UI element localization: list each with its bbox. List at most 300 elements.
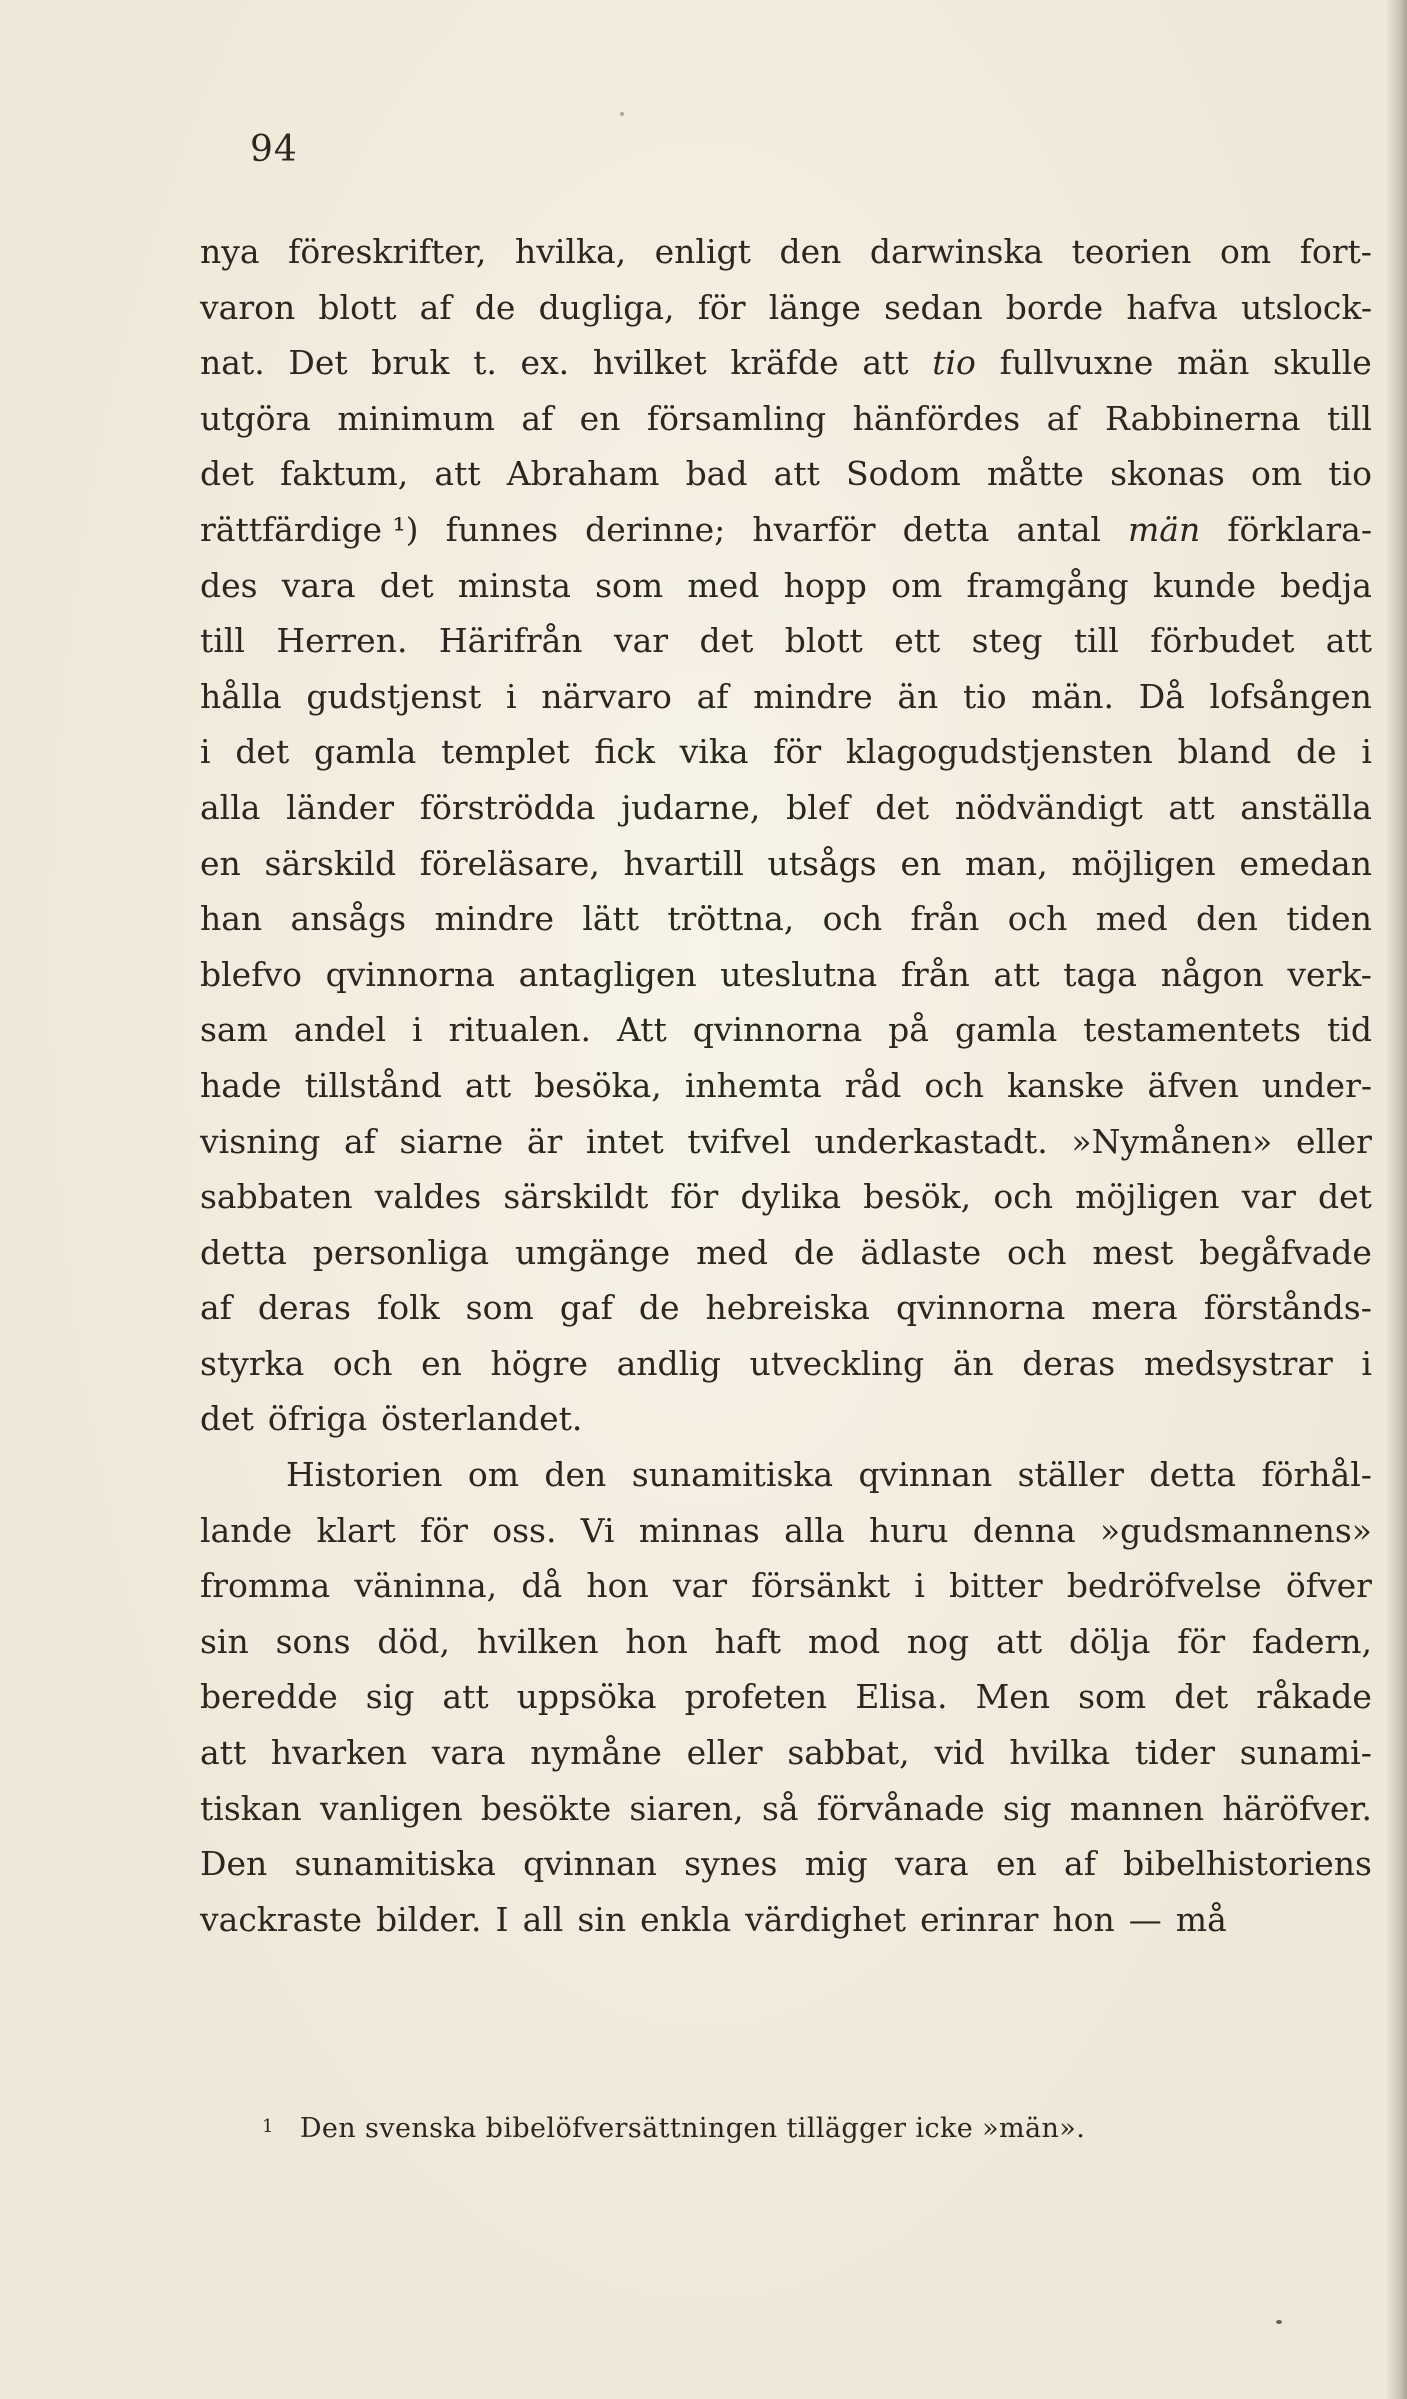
word: qvinnorna — [325, 954, 495, 994]
word: ädlaste — [860, 1232, 982, 1272]
word: »gudsmannens» — [1099, 1510, 1372, 1550]
word: framgång — [966, 565, 1129, 605]
word: intet — [585, 1121, 664, 1161]
word: all — [522, 1899, 564, 1939]
word: sunamitiska — [294, 1844, 496, 1884]
word: att — [993, 954, 1040, 994]
word: i — [1361, 732, 1372, 772]
word: mest — [1092, 1232, 1174, 1272]
word: den — [1195, 899, 1258, 939]
word: templet — [441, 732, 570, 772]
word: att — [1168, 787, 1215, 827]
text-line — [200, 558, 1372, 614]
word: tio — [1328, 454, 1372, 494]
text-line — [200, 1391, 1372, 1447]
word: judarne, — [621, 787, 761, 827]
word: af — [200, 1288, 232, 1328]
word: de — [793, 1232, 835, 1272]
word: eller — [686, 1733, 763, 1773]
word: profeten — [684, 1677, 828, 1717]
word: Historien — [286, 1455, 443, 1495]
word: varon — [200, 287, 296, 327]
word: funnes — [445, 509, 559, 549]
word: kunde — [1152, 565, 1257, 605]
word: de — [474, 287, 516, 327]
text-line — [200, 669, 1372, 725]
word: tillstånd — [304, 1065, 442, 1105]
footnote-text: Den svenska bibelöfversättningen tillägger icke »män». — [299, 2113, 1086, 2144]
word: vika — [679, 732, 749, 772]
word: föreläsare, — [419, 843, 600, 883]
word: af — [419, 287, 452, 327]
word: som — [465, 1288, 534, 1328]
word: föreskrifter, — [288, 232, 487, 271]
word: de — [1296, 732, 1337, 772]
word: den — [779, 232, 842, 271]
word: skonas — [1110, 454, 1225, 494]
word: sunami- — [1239, 1733, 1372, 1773]
word: hvarken — [270, 1733, 408, 1773]
word: faktum, — [280, 454, 409, 494]
word: hvartill — [623, 843, 744, 883]
word: nödvändigt — [954, 787, 1143, 827]
word: sons — [275, 1621, 351, 1661]
word: sin — [577, 1899, 627, 1939]
word: hänfördes — [852, 398, 1021, 438]
word: möjligen — [1071, 843, 1216, 883]
word: besöka, — [534, 1065, 662, 1105]
word: af — [1064, 1844, 1096, 1884]
word: gamla — [954, 1010, 1058, 1050]
word: I — [495, 1899, 509, 1939]
word: österlandet. — [381, 1399, 583, 1439]
text-line — [200, 1336, 1372, 1392]
word: i — [412, 1010, 423, 1050]
text-line — [200, 335, 1372, 391]
word: alla — [784, 1510, 845, 1550]
word: darwinska — [869, 232, 1044, 271]
word: Den — [200, 1844, 268, 1884]
word: — — [1128, 1899, 1162, 1939]
word: från — [910, 899, 980, 939]
word: qvinnan — [523, 1844, 657, 1884]
word: att — [862, 343, 909, 383]
word: deras — [1022, 1343, 1116, 1383]
word: till — [200, 621, 245, 661]
word: män — [1177, 343, 1250, 383]
word: sabbaten — [200, 1177, 353, 1217]
word: en — [900, 843, 942, 883]
word: ritualen. — [448, 1010, 591, 1050]
word: kanske — [1007, 1065, 1125, 1105]
word: tiden — [1286, 899, 1372, 939]
word: nymåne — [530, 1733, 662, 1773]
word: huru — [868, 1510, 949, 1550]
word: öfver — [1285, 1566, 1372, 1606]
word: eller — [1295, 1121, 1372, 1161]
word: Att — [616, 1010, 667, 1050]
word: klagogudstjensten — [845, 732, 1153, 772]
word: detta — [200, 1232, 287, 1272]
text-line — [200, 891, 1372, 947]
text-line — [200, 1280, 1372, 1336]
text-line — [200, 1002, 1372, 1058]
word: de — [638, 1288, 680, 1328]
word: af — [343, 1121, 376, 1161]
word: en — [995, 1844, 1037, 1884]
word: var — [613, 621, 669, 661]
word: bland — [1177, 732, 1272, 772]
word: andel — [293, 1010, 387, 1050]
word: denna — [972, 1510, 1076, 1550]
word: anställa — [1240, 787, 1372, 827]
word: vara — [894, 1844, 969, 1884]
word: nog — [906, 1621, 970, 1661]
word: förströdda — [419, 787, 596, 827]
word: hade — [200, 1065, 282, 1105]
word: verk- — [1287, 954, 1372, 994]
word: måtte — [986, 454, 1084, 494]
word: hvilka — [1009, 1733, 1111, 1773]
word: qvinnan — [858, 1455, 993, 1495]
word: för — [697, 287, 746, 327]
text-line — [200, 1614, 1372, 1670]
word: utslock- — [1241, 287, 1372, 327]
word: tio — [962, 676, 1007, 716]
word: andlig — [616, 1343, 721, 1383]
text-line — [200, 1114, 1372, 1170]
word: steg — [971, 621, 1043, 661]
word: hvilka, — [514, 232, 627, 271]
word: ansågs — [290, 899, 407, 939]
word: nya — [200, 232, 260, 271]
word: död, — [377, 1621, 450, 1661]
word: sig — [1002, 1788, 1052, 1828]
text-line — [200, 1503, 1372, 1559]
word: om — [1250, 454, 1303, 494]
word: det — [379, 565, 434, 605]
word: taga — [1063, 954, 1137, 994]
word: Härifrån — [438, 621, 583, 661]
word: vid — [934, 1733, 985, 1773]
word: Elisa. — [855, 1677, 948, 1717]
word: och — [924, 1065, 984, 1105]
word: sabbat, — [787, 1733, 910, 1773]
word: besökte — [480, 1788, 612, 1828]
word: äfven — [1147, 1065, 1239, 1105]
word: hvarför — [752, 509, 876, 549]
word: på — [888, 1010, 929, 1050]
text-line — [200, 446, 1372, 502]
word: att — [434, 454, 481, 494]
word: dugliga, — [538, 287, 675, 327]
text-line — [200, 613, 1372, 669]
word: och — [822, 899, 883, 939]
word: bitter — [949, 1566, 1043, 1606]
word: att — [200, 1733, 247, 1773]
word: styrka — [200, 1343, 305, 1383]
word: ställer — [1017, 1455, 1124, 1495]
word: t. — [473, 343, 497, 383]
word: som — [1078, 1677, 1147, 1717]
word: blef — [786, 787, 850, 827]
word: förbudet — [1150, 621, 1295, 661]
word: i — [1361, 1343, 1372, 1383]
word: för — [670, 1177, 719, 1217]
word: synes — [684, 1844, 778, 1884]
text-line — [200, 224, 1372, 280]
body-text — [200, 224, 1372, 1947]
word: särskild — [264, 843, 397, 883]
word: sam — [200, 1010, 268, 1050]
word: bedja — [1280, 565, 1372, 605]
word: en — [579, 398, 621, 438]
word: till — [1073, 621, 1119, 661]
word: förhål- — [1261, 1455, 1372, 1495]
word: om — [467, 1455, 520, 1495]
word: Men — [975, 1677, 1051, 1717]
word: Då — [1138, 676, 1185, 716]
word: råkade — [1256, 1677, 1372, 1717]
word: lande — [200, 1510, 293, 1550]
word: sunamitiska — [631, 1455, 834, 1495]
text-line — [200, 1558, 1372, 1614]
word: rättfärdige ¹) — [200, 509, 419, 549]
word: folk — [377, 1288, 440, 1328]
text-line — [200, 724, 1372, 780]
word: mod — [807, 1621, 881, 1661]
word: sin — [200, 1621, 249, 1661]
word: för — [773, 732, 822, 772]
word: dylika — [740, 1177, 842, 1217]
word: hon — [1052, 1899, 1115, 1939]
word: män — [1128, 509, 1201, 549]
word: att — [995, 1621, 1043, 1661]
text-line — [200, 1725, 1372, 1781]
word: hopp — [783, 565, 867, 605]
word: borde — [1005, 287, 1104, 327]
word: i — [200, 732, 211, 772]
word: mera — [1091, 1288, 1178, 1328]
word: umgänge — [514, 1232, 671, 1272]
word: sedan — [884, 287, 983, 327]
word: fadern, — [1251, 1621, 1372, 1661]
text-line — [200, 280, 1372, 336]
word: emedan — [1239, 843, 1372, 883]
word: utveckling — [749, 1343, 925, 1383]
page-number: 94 — [250, 129, 298, 170]
word: och — [993, 1177, 1053, 1217]
word: tröttna, — [667, 899, 795, 939]
text-line — [200, 947, 1372, 1003]
word: var — [672, 1566, 728, 1606]
word: tio — [932, 343, 976, 383]
word: hafva — [1126, 287, 1218, 327]
word: bedröfvelse — [1066, 1566, 1262, 1606]
word: enkla — [640, 1899, 732, 1939]
word: en — [200, 843, 241, 883]
word: alla — [200, 787, 261, 827]
word: till — [1327, 398, 1372, 438]
word: af — [1046, 398, 1079, 438]
word: vara — [431, 1733, 506, 1773]
word: af — [521, 398, 554, 438]
word: var — [1241, 1177, 1296, 1217]
word: församling — [646, 398, 827, 438]
word: utgöra — [200, 398, 311, 438]
word: och — [332, 1343, 393, 1383]
word: hvilket — [592, 343, 707, 383]
word: bruk — [371, 343, 450, 383]
word: förvånade — [816, 1788, 985, 1828]
word: medsystrar — [1143, 1343, 1333, 1383]
word: dölja — [1069, 1621, 1151, 1661]
word: bad — [685, 454, 748, 494]
word: hvilken — [476, 1621, 599, 1661]
word: det — [200, 1399, 254, 1439]
word: detta — [1149, 1455, 1237, 1495]
word: ex. — [520, 343, 570, 383]
word: mindre — [753, 676, 873, 716]
word: Vi — [580, 1510, 615, 1550]
word: om — [1219, 232, 1272, 271]
word: vanligen — [319, 1788, 463, 1828]
word: sig — [365, 1677, 415, 1717]
word: man, — [964, 843, 1048, 883]
text-line — [200, 1669, 1372, 1725]
word: med — [696, 1232, 769, 1272]
word: fort- — [1299, 232, 1372, 271]
word: fick — [594, 732, 655, 772]
word: så — [761, 1788, 799, 1828]
text-line — [200, 1058, 1372, 1114]
word: minnas — [638, 1510, 760, 1550]
word: för — [420, 1510, 468, 1550]
word: för — [1177, 1621, 1226, 1661]
text-line — [200, 780, 1372, 836]
word: då — [521, 1566, 563, 1606]
word: att — [464, 1065, 512, 1105]
word: med — [1095, 899, 1168, 939]
word: att — [442, 1677, 489, 1717]
word: må — [1175, 1899, 1227, 1939]
word: blott — [784, 621, 863, 661]
word: förstånds- — [1203, 1288, 1372, 1328]
word: att — [773, 454, 820, 494]
word: blott — [318, 287, 397, 327]
text-line — [200, 1892, 1372, 1948]
word: Rabbinerna — [1105, 398, 1301, 438]
word: män. — [1031, 676, 1115, 716]
word: det — [235, 732, 290, 772]
word: gamla — [313, 732, 417, 772]
word: väninna, — [354, 1566, 498, 1606]
word: teorien — [1071, 232, 1192, 271]
word: skulle — [1273, 343, 1372, 383]
word: råd — [844, 1065, 902, 1105]
ink-speck — [620, 112, 624, 116]
word: visning — [200, 1121, 321, 1161]
word: i — [914, 1566, 925, 1606]
word: och — [1007, 899, 1068, 939]
text-line — [200, 1169, 1372, 1225]
word: personliga — [312, 1232, 490, 1272]
word: oss. — [492, 1510, 557, 1550]
word: som — [595, 565, 664, 605]
footnote-marker: 1 — [262, 2116, 274, 2137]
footnote — [262, 2111, 1085, 2147]
word: länge — [768, 287, 861, 327]
word: hon — [625, 1621, 688, 1661]
word: enligt — [654, 232, 751, 271]
text-line — [200, 502, 1372, 558]
word: klart — [316, 1510, 396, 1550]
word: qvinnorna — [895, 1288, 1066, 1328]
word: siarne — [399, 1121, 504, 1161]
word: en — [421, 1343, 462, 1383]
word: hålla — [200, 676, 282, 716]
word: försänkt — [751, 1566, 891, 1606]
word: hon — [586, 1566, 649, 1606]
word: uppsöka — [516, 1677, 657, 1717]
word: valdes — [374, 1177, 482, 1217]
word: mindre — [434, 899, 554, 939]
word: fullvuxne — [999, 343, 1154, 383]
word: häröfver. — [1222, 1788, 1372, 1828]
word: särskildt — [503, 1177, 649, 1217]
word: siaren, — [629, 1788, 744, 1828]
word: kräfde — [730, 343, 839, 383]
text-line — [200, 1447, 1372, 1503]
word: öfriga — [267, 1399, 368, 1439]
word: erinrar — [920, 1899, 1039, 1939]
word: det — [875, 787, 930, 827]
text-line — [200, 391, 1372, 447]
word: af — [696, 676, 729, 716]
word: närvaro — [541, 676, 672, 716]
word: tider — [1134, 1733, 1216, 1773]
word: detta — [902, 509, 990, 549]
word: vara — [281, 565, 356, 605]
word: blefvo — [200, 954, 302, 994]
word: än — [897, 676, 939, 716]
word: minsta — [457, 565, 571, 605]
word: uteslutna — [720, 954, 878, 994]
word: tiskan — [200, 1788, 302, 1828]
word: mannen — [1069, 1788, 1205, 1828]
word: des — [200, 565, 258, 605]
word: gaf — [559, 1288, 613, 1328]
word: än — [952, 1343, 994, 1383]
word: det — [200, 454, 254, 494]
word: värdighet — [745, 1899, 907, 1939]
text-line — [200, 1225, 1372, 1281]
word: nat. — [200, 343, 265, 383]
text-line — [200, 836, 1372, 892]
word: qvinnorna — [692, 1010, 863, 1050]
word: vackraste — [200, 1899, 362, 1939]
word: mig — [804, 1844, 868, 1884]
word: Sodom — [846, 454, 961, 494]
word: och — [1006, 1232, 1067, 1272]
word: lofsången — [1209, 676, 1372, 716]
word: antagligen — [518, 954, 697, 994]
word: det — [699, 621, 754, 661]
word: begåfvade — [1199, 1232, 1372, 1272]
word: minimum — [337, 398, 495, 438]
word: om — [891, 565, 943, 605]
word: ett — [894, 621, 941, 661]
